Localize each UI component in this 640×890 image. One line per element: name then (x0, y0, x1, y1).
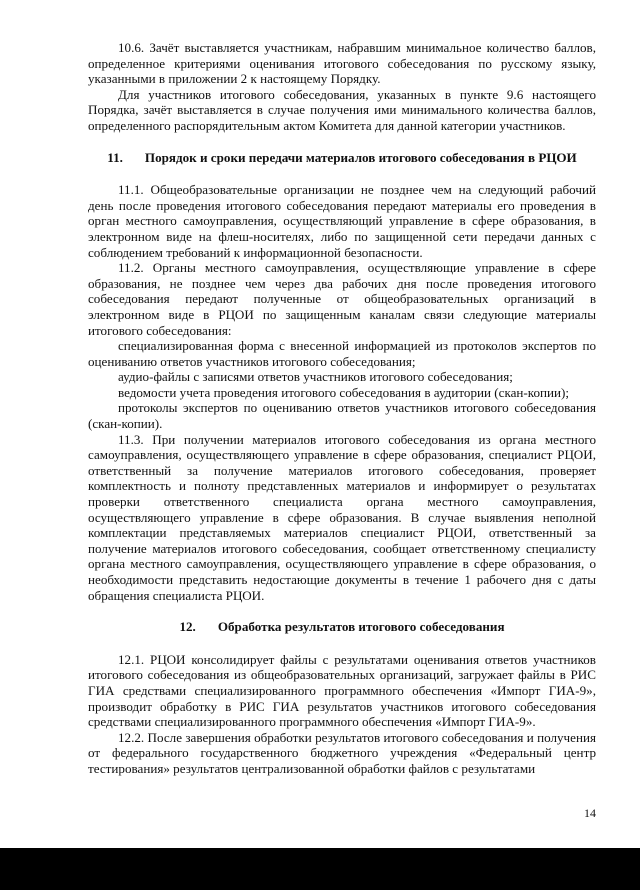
scan-border-bottom (0, 848, 640, 890)
page-number: 14 (584, 806, 596, 820)
paragraph-11-3: 11.3. При получении материалов итогового собеседования из органа местного самоуправления, осуществляющего управление в сфере образования, специалист РЦОИ, ответственный за получение материалов итогового собеседования, проверяет комплектность и полноту представленных материалов и информирует о результатах проверки ответственного специалиста органа местного самоуправления, осуществляющего управление в сфере образования. В случае выявления неполной комплектации представляемых материалов специалист РЦОИ, ответственный за получение материалов итогового собеседования, сообщает ответственному специалисту органа местного самоуправления, осуществляющего управление в сфере образования, о необходимости представить недостающие документы в течение 1 рабочего дня с даты обращения специалиста РЦОИ. (88, 431, 596, 603)
list-item: аудио-файлы с записями ответов участников итогового собеседования; (118, 369, 513, 385)
paragraph-12-2: 12.2. После завершения обработки результатов итогового собеседования и получения от федерального государственного бюджетного учреждения «Федеральный центр тестирования» результатов централизованной обработки файлов с результатами (88, 729, 596, 776)
paragraph-11-2: 11.2. Органы местного самоуправления, осуществляющие управление в сфере образования, не позднее чем через два рабочих дня после проведения итогового собеседования передают полученные от общеобразовательных организаций в электронном виде в РЦОИ по защищенным каналам связи следующие материалы итогового собеседования: (88, 260, 596, 338)
paragraph-10-6-continued: Для участников итогового собеседования, указанных в пункте 9.6 настоящего Порядка, зачёт выставляется в случае получения ими минимального количества баллов, определенного распорядительным актом Комитета для данной категории участников. (88, 86, 596, 133)
paragraph-10-6: 10.6. Зачёт выставляется участникам, набравшим минимальное количество баллов, определенное критериями оценивания итогового собеседования по русскому языку, указанными в приложении 2 к настоящему Порядку. (88, 40, 596, 87)
paragraph-12-1: 12.1. РЦОИ консолидирует файлы с результатами оценивания ответов участников итогового собеседования из общеобразовательных организаций, загружает файлы в РИС ГИА средствами специализированного программного обеспечения «Импорт ГИА-9», производит обработку в РИС ГИА результатов участников итогового собеседования средствами специализированного программного обеспечения «Импорт ГИА-9». (88, 651, 596, 730)
paragraph-11-1: 11.1. Общеобразовательные организации не позднее чем на следующий рабочий день после проведения итогового собеседования передают материалы его проведения в орган местного самоуправления, осуществляющий управление в сфере образования, в электронном виде на флеш-носителях, либо по защищенной сети передачи данных с соблюдением требований к информационной безопасности. (88, 182, 596, 260)
section-11-heading (88, 150, 596, 166)
section-11-number: 11. (107, 149, 123, 165)
list-item: ведомости учета проведения итогового собеседования в аудитории (скан-копии); (118, 384, 570, 400)
section-12-heading (88, 619, 596, 635)
document-body (88, 40, 596, 777)
section-12-number: 12. (179, 619, 196, 635)
section-11-title: Порядок и сроки передачи материалов итогового собеседования в РЦОИ (144, 149, 577, 165)
list-item: специализированная форма с внесенной информацией из протоколов экспертов по оцениванию ответов участников итогового собеседования; (88, 338, 596, 369)
list-item: протоколы экспертов по оцениванию ответов участников итогового собеседования (скан-копии). (88, 400, 596, 432)
section-12-title: Обработка результатов итогового собеседования (217, 619, 505, 635)
